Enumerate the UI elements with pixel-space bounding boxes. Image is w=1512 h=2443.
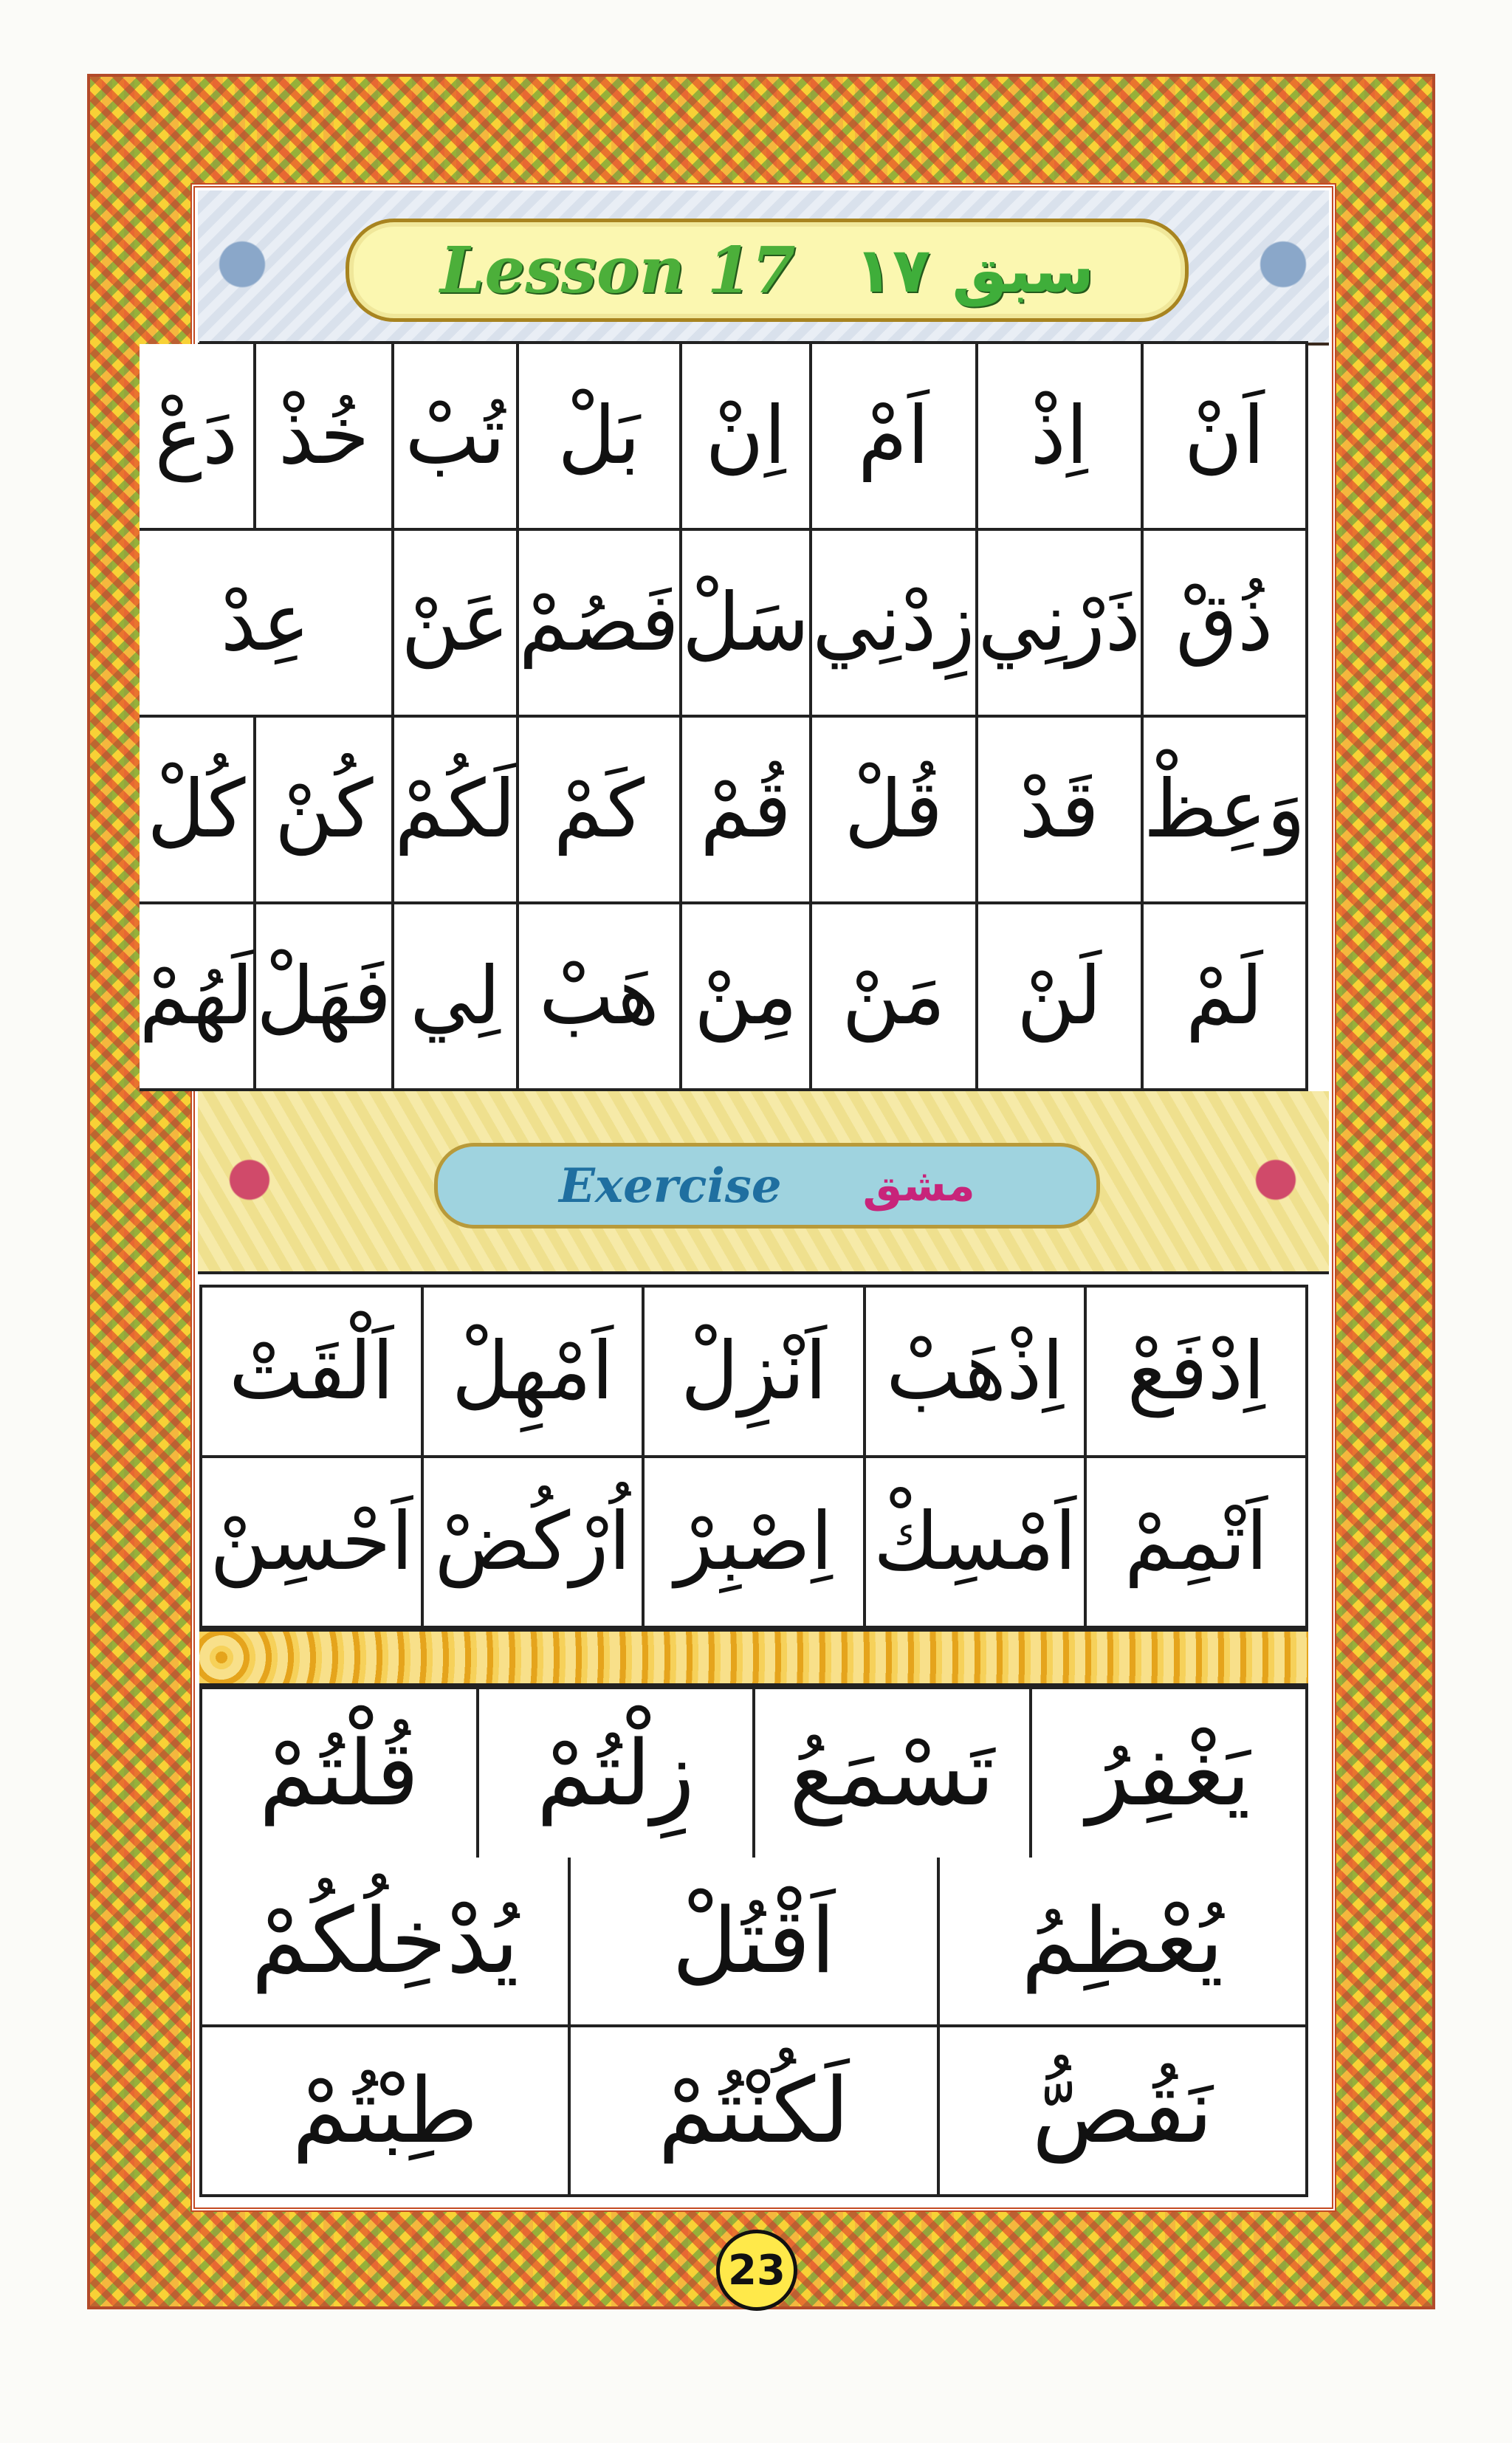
word-cell: عِدْ bbox=[140, 531, 395, 718]
exercise-cell: اَمْهِلْ bbox=[424, 1288, 645, 1458]
exercise-cell: اَحْسِنْ bbox=[202, 1458, 424, 1629]
exercise-cell: اُرْكُضْ bbox=[424, 1458, 645, 1629]
exercise-cell: اَنْزِلْ bbox=[645, 1288, 866, 1458]
word-cell: سَلْ bbox=[682, 531, 812, 718]
word-cell: اِنْ bbox=[682, 344, 812, 531]
practice-cell: اَقْتُلْ bbox=[571, 1858, 939, 2027]
exercise-header bbox=[198, 1091, 1329, 1274]
exercise-title-badge bbox=[434, 1143, 1100, 1229]
word-cell: قَدْ bbox=[978, 718, 1144, 904]
practice-cell: يُعْظِمُ bbox=[940, 1858, 1308, 2027]
exercise-cell: اَلْقَتْ bbox=[202, 1288, 424, 1458]
practice-cell: تَسْمَعُ bbox=[755, 1689, 1032, 1860]
word-cell: ذُقْ bbox=[1144, 531, 1308, 718]
exercise-cell: اِصْبِرْ bbox=[645, 1458, 866, 1629]
word-cell: فَهَلْ bbox=[256, 904, 394, 1091]
practice-row-1 bbox=[199, 1686, 1308, 1860]
word-cell: بَلْ bbox=[519, 344, 682, 531]
word-cell: خُذْ bbox=[256, 344, 394, 531]
word-cell: لَهُمْ bbox=[140, 904, 257, 1091]
word-cell: مَنْ bbox=[812, 904, 977, 1091]
lesson-word-grid bbox=[139, 341, 1308, 1091]
practice-cell: يَغْفِرُ bbox=[1032, 1689, 1309, 1860]
word-cell: قُلْ bbox=[812, 718, 977, 904]
exercise-cell: اِذْهَبْ bbox=[866, 1288, 1087, 1458]
practice-cell: طِبْتُمْ bbox=[202, 2027, 571, 2197]
word-cell: لَنْ bbox=[978, 904, 1144, 1091]
exercise-cell: اَمْسِكْ bbox=[866, 1458, 1087, 1629]
word-cell: كَمْ bbox=[519, 718, 682, 904]
word-cell: مِنْ bbox=[682, 904, 812, 1091]
word-cell: اَمْ bbox=[812, 344, 977, 531]
lesson-title-english: Lesson 17 bbox=[440, 233, 796, 308]
practice-cell: قُلْتُمْ bbox=[202, 1689, 479, 1860]
word-cell: كُنْ bbox=[256, 718, 394, 904]
word-cell: زِدْنِي bbox=[812, 531, 977, 718]
word-cell: اَنْ bbox=[1144, 344, 1308, 531]
word-cell: لِي bbox=[394, 904, 518, 1091]
exercise-title-urdu: مشق bbox=[862, 1160, 975, 1212]
exercise-word-grid bbox=[199, 1285, 1308, 1629]
practice-cell: نَقُصُّ bbox=[940, 2027, 1308, 2197]
practice-cell: لَكُنْتُمْ bbox=[571, 2027, 939, 2197]
word-cell: ذَرْنِي bbox=[978, 531, 1144, 718]
lesson-title-urdu: سبق ۱۷ bbox=[854, 234, 1094, 306]
word-cell: دَعْ bbox=[140, 344, 257, 531]
exercise-cell: اِدْفَعْ bbox=[1087, 1288, 1308, 1458]
word-cell: هَبْ bbox=[519, 904, 682, 1091]
practice-cell: زِلْتُمْ bbox=[479, 1689, 756, 1860]
practice-grid bbox=[199, 1858, 1308, 2197]
word-cell: فَصُمْ bbox=[519, 531, 682, 718]
word-cell: اِذْ bbox=[978, 344, 1144, 531]
word-cell: قُمْ bbox=[682, 718, 812, 904]
word-cell: كُلْ bbox=[140, 718, 257, 904]
practice-cell: يُدْخِلُكُمْ bbox=[202, 1858, 571, 2027]
word-cell: لَمْ bbox=[1144, 904, 1308, 1091]
word-cell: لَكُمْ bbox=[394, 718, 518, 904]
word-cell: تُبْ bbox=[394, 344, 518, 531]
exercise-cell: اَتْمِمْ bbox=[1087, 1458, 1308, 1629]
word-cell: عَنْ bbox=[394, 531, 518, 718]
lesson-title-badge bbox=[346, 219, 1189, 322]
ornamental-divider bbox=[199, 1629, 1308, 1686]
page-number: 23 bbox=[716, 2230, 797, 2311]
lesson-header bbox=[198, 190, 1329, 346]
word-cell: وَعِظْ bbox=[1144, 718, 1308, 904]
exercise-title-english: Exercise bbox=[559, 1158, 782, 1214]
